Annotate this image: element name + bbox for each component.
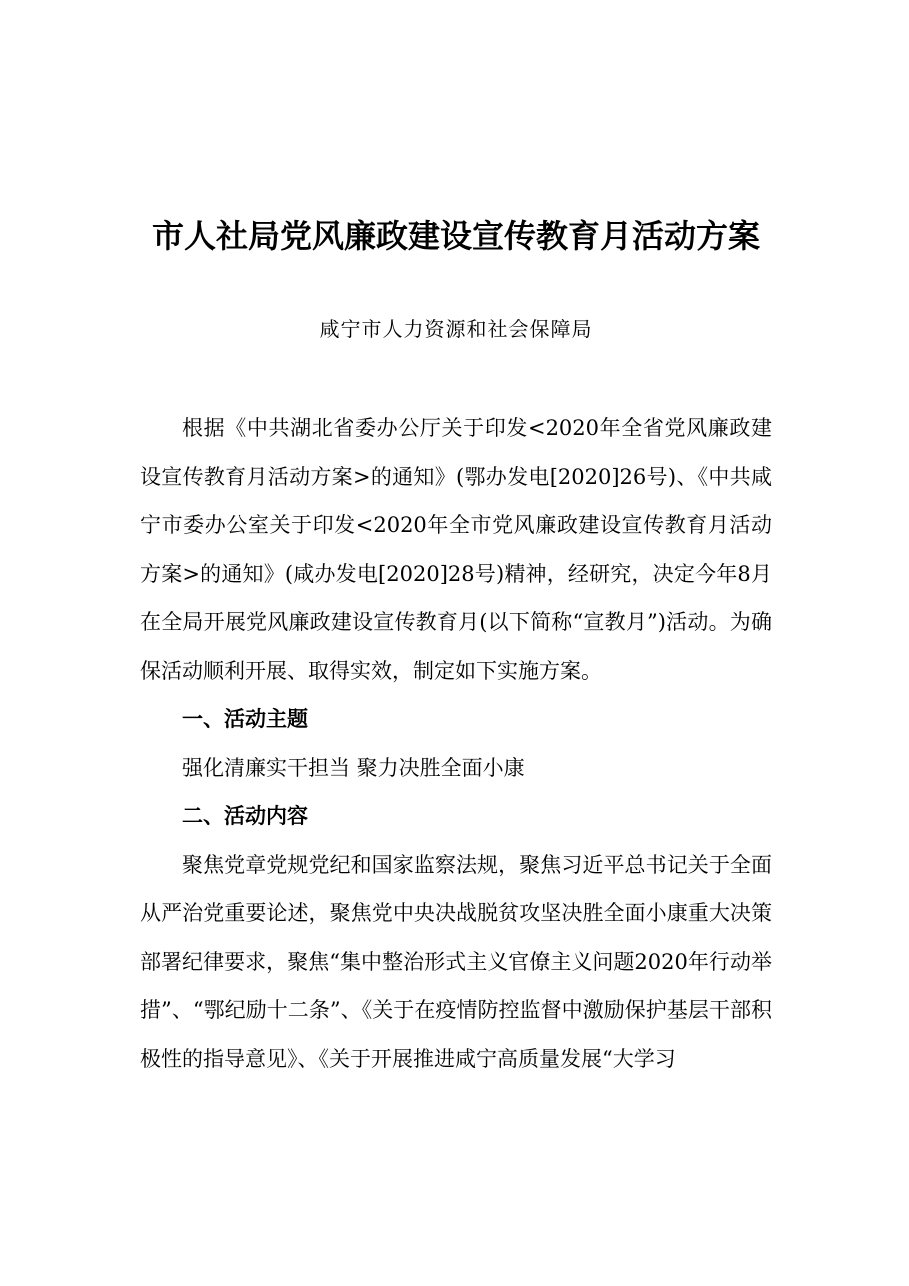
document-page bbox=[140, 0, 772, 1286]
content-paragraph: 聚焦党章党规党纪和国家监察法规，聚焦习近平总书记关于全面从严治党重要论述，聚焦党中央决战脱贫攻坚决胜全面小康重大决策部署纪律要求，聚焦“集中整治形式主义官僚主义问题2020年行动举措”、“鄂纪励十二条”、《关于在疫情防控监督中激励保护基层干部积极性的指导意见》、《关于开展推进咸宁高质量发展“大学习 bbox=[140, 852, 772, 1071]
document-title: 市人社局党风廉政建设宣传教育月活动方案 bbox=[151, 217, 760, 255]
document-body bbox=[140, 404, 772, 1083]
section-heading-theme: 一、活动主题 bbox=[182, 707, 308, 731]
section-heading-content: 二、活动内容 bbox=[182, 804, 308, 828]
intro-paragraph: 根据《中共湖北省委办公厅关于印发<2020年全省党风廉政建设宣传教育月活动方案>的通知》(鄂办发电[2020]26号)、《中共咸宁市委办公室关于印发<2020年全市党风廉政建设宣传教育月活动方案>的通知》(咸办发电[2020]28号)精神，经研究，决定今年8月在全局开展党风廉政建设宣传教育月(以下简称“宣教月”)活动。为确保活动顺利开展、取得实效，制定如下实施方案。 bbox=[140, 416, 772, 683]
document-issuer: 咸宁市人力资源和社会保障局 bbox=[319, 317, 593, 341]
theme-text: 强化清廉实干担当 聚力决胜全面小康 bbox=[182, 755, 525, 780]
